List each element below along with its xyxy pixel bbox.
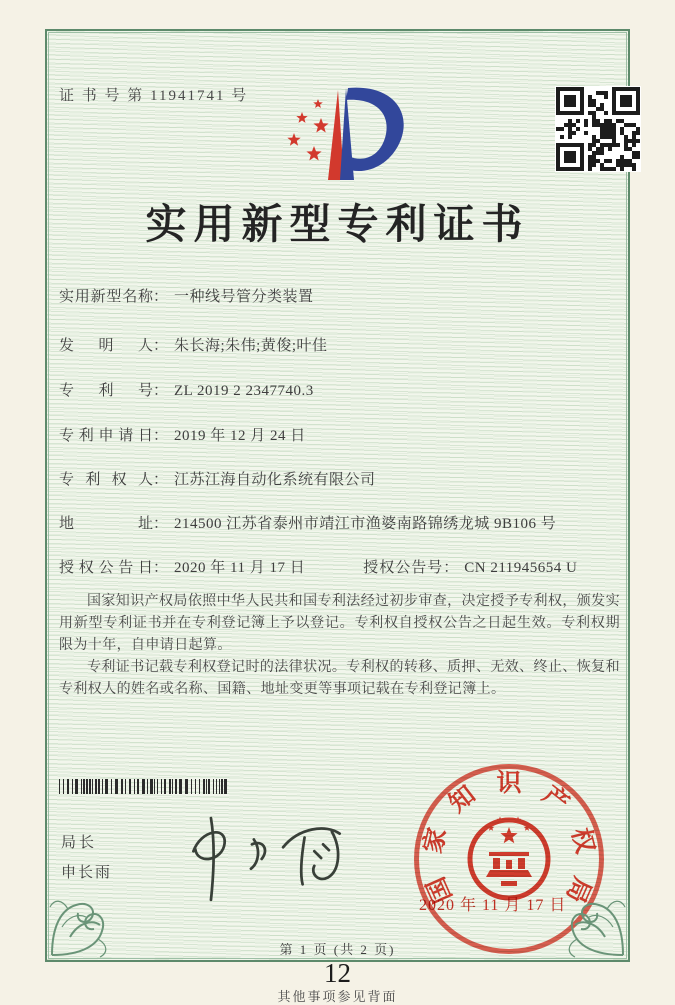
certificate-sheet: [45, 29, 630, 962]
field-label: 地址: [59, 516, 153, 532]
back-note: 其他事项参见背面: [277, 989, 398, 1004]
legal-text: [59, 591, 620, 701]
seal-date: 2020 年 11 月 17 日: [419, 897, 567, 914]
svg-text:知: 知: [444, 781, 481, 818]
svg-text:产: 产: [537, 781, 574, 818]
barcode: [59, 779, 231, 794]
field-label: 专利申请日: [59, 428, 153, 444]
field-colon: ：: [153, 338, 169, 354]
field-value: 一种线号管分类装置: [174, 289, 314, 305]
field-label: 专利号: [59, 383, 153, 399]
field-value: 2020 年 11 月 17 日: [174, 560, 306, 576]
field-row-patentee: [59, 468, 618, 489]
svg-text:国: 国: [422, 872, 458, 907]
field-value: 朱长海;朱伟;黄俊;叶佳: [174, 338, 328, 354]
field-value: 江苏江海自动化系统有限公司: [174, 472, 376, 488]
field-colon: ：: [153, 516, 169, 532]
field-row-address: [59, 512, 618, 533]
legal-paragraph: 国家知识产权局依照中华人民共和国专利法经过初步审查，决定授予专利权，颁发实用新型专利证书并在专利登记簿上予以登记。专利权自授权公告之日起生效。专利权期限为十年，自申请日起算。: [59, 594, 620, 653]
signer-title: 局长: [61, 835, 98, 851]
field-value: CN 211945654 U: [464, 560, 578, 576]
cnipa-logo-icon: [274, 76, 414, 190]
field-row-filing-date: [59, 424, 618, 445]
field-label: 发明人: [59, 338, 153, 354]
corner-flourish-icon: [547, 879, 627, 959]
field-value: 214500 江苏省泰州市靖江市渔婆南路锦绣龙城 9B106 号: [174, 516, 557, 532]
field-label: 授权公告号: [363, 560, 444, 576]
field-row-patent-no: [59, 379, 618, 400]
page-indicator: 第 1 页 (共 2 页): [279, 942, 396, 957]
corner-flourish-icon: [48, 879, 128, 959]
signer-name: 申长雨: [61, 865, 113, 881]
svg-text:权: 权: [566, 825, 599, 857]
field-colon: ：: [153, 289, 169, 305]
field-colon: ：: [153, 383, 169, 399]
qr-code: [555, 86, 641, 172]
svg-text:家: 家: [419, 825, 452, 857]
field-colon: ：: [153, 472, 169, 488]
field-colon: ：: [153, 428, 169, 444]
certificate-number: 证 书 号 第 11941741 号: [59, 88, 249, 104]
legal-paragraph: 专利证书记载专利权登记时的法律状况。专利权的转移、质押、无效、终止、恢复和专利权人的姓名或名称、国籍、地址变更等事项记载在专利登记簿上。: [59, 660, 620, 697]
certificate-title: 实用新型专利证书: [145, 201, 530, 247]
svg-text:识: 识: [496, 770, 522, 797]
grant-number-pair: [363, 556, 577, 577]
svg-text:局: 局: [560, 872, 596, 907]
field-colon: ：: [153, 560, 169, 576]
sheet-number: 12: [324, 958, 351, 988]
field-row-name: [59, 285, 618, 306]
field-label: 专利权人: [59, 472, 153, 488]
field-label: 授权公告日: [59, 560, 153, 576]
handwritten-signature: [170, 811, 365, 906]
field-label: 实用新型名称: [59, 289, 153, 305]
field-value: ZL 2019 2 2347740.3: [174, 383, 314, 399]
field-value: 2019 年 12 月 24 日: [174, 428, 306, 444]
field-row-grant: [59, 556, 618, 577]
field-colon: ：: [443, 560, 459, 576]
field-row-inventors: [59, 334, 618, 355]
